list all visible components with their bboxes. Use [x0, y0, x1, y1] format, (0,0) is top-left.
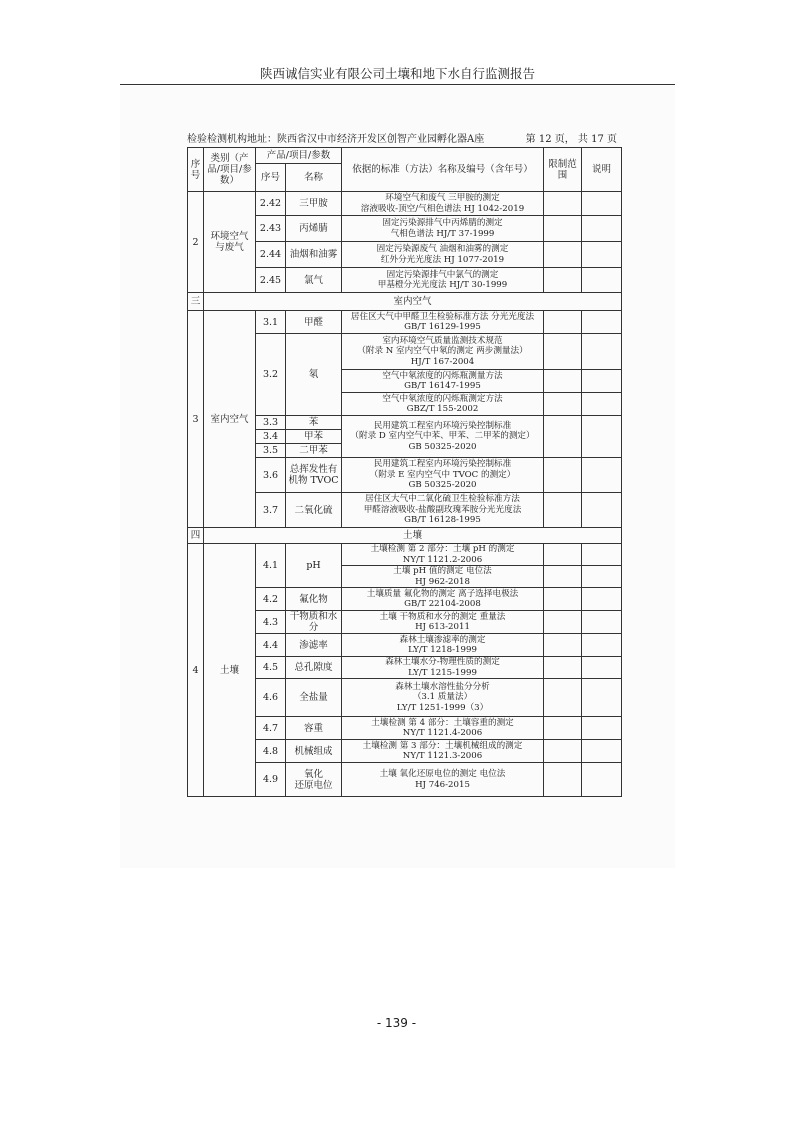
- item-no: 4.7: [256, 717, 286, 740]
- item-note: [582, 493, 622, 528]
- item-note: [582, 740, 622, 763]
- item-no: 4.1: [256, 544, 286, 588]
- item-name: 氟化物: [286, 588, 342, 611]
- item-standard: 森林土壤水分-物理性质的测定 LY/T 1215-1999: [342, 657, 544, 679]
- page-header: 陕西诚信实业有限公司土壤和地下水自行监测报告: [259, 66, 535, 81]
- section-no: 3: [188, 311, 204, 528]
- item-standard: 土壤检测 第 2 部分：土壤 pH 的测定 NY/T 1121.2-2006: [342, 544, 544, 566]
- item-limit: [544, 370, 582, 393]
- item-name: 二氧化硫: [286, 493, 342, 528]
- item-standard: 居住区大气中甲醛卫生检验标准方法 分光光度法 GB/T 16129-1995: [342, 311, 544, 334]
- item-no: 2.43: [256, 216, 286, 242]
- item-standard: 民用建筑工程室内环境污染控制标准 （附录 D 室内空气中苯、甲苯、二甲苯的测定） GB 50325-2020: [342, 416, 544, 458]
- item-limit: [544, 717, 582, 740]
- item-name: 油烟和油雾: [286, 242, 342, 268]
- table-header-row: [188, 148, 622, 164]
- item-note: [582, 216, 622, 242]
- item-no: 4.9: [256, 763, 286, 797]
- item-limit: [544, 588, 582, 611]
- item-no: 3.4: [256, 430, 286, 444]
- item-standard: 室内环境空气质量监测技术规范 （附录 N 室内空气中氡的测定 两步测量法） HJ/T 167-2004: [342, 334, 544, 370]
- item-limit: [544, 566, 582, 588]
- item-no: 2.45: [256, 268, 286, 293]
- item-name: 三甲胺: [286, 192, 342, 216]
- item-name: 甲醛: [286, 311, 342, 334]
- item-no: 3.3: [256, 416, 286, 430]
- item-name: 全盐量: [286, 679, 342, 717]
- item-limit: [544, 657, 582, 679]
- item-name: 总孔隙度: [286, 657, 342, 679]
- section-title: 室内空气: [204, 293, 622, 311]
- item-limit: [544, 393, 582, 416]
- item-standard: 空气中氡浓度的闪烁瓶测定方法 GBZ/T 155-2002: [342, 393, 544, 416]
- item-note: [582, 458, 622, 493]
- item-note: [582, 717, 622, 740]
- item-no: 4.2: [256, 588, 286, 611]
- item-no: 3.2: [256, 334, 286, 416]
- item-standard: 空气中氡浓度的闪烁瓶测量方法 GB/T 16147-1995: [342, 370, 544, 393]
- item-note: [582, 334, 622, 370]
- item-no: 4.5: [256, 657, 286, 679]
- item-name: 氧化 还原电位: [286, 763, 342, 797]
- section-name: 室内空气: [204, 311, 256, 528]
- item-name: 丙烯腈: [286, 216, 342, 242]
- item-no: 3.7: [256, 493, 286, 528]
- section-title-row: [188, 528, 622, 544]
- item-limit: [544, 192, 582, 216]
- item-limit: [544, 611, 582, 634]
- table-row: [188, 192, 622, 216]
- item-note: [582, 192, 622, 216]
- item-note: [582, 588, 622, 611]
- item-limit: [544, 679, 582, 717]
- scope-table: [187, 147, 622, 797]
- item-standard: 森林土壤渗滤率的测定 LY/T 1218-1999: [342, 634, 544, 657]
- item-standard: 土壤检测 第 3 部分：土壤机械组成的测定 NY/T 1121.3-2006: [342, 740, 544, 763]
- header-standard: 依据的标准（方法）名称及编号（含年号）: [342, 148, 544, 192]
- section-name: 土壤: [204, 544, 256, 797]
- item-note: [582, 657, 622, 679]
- item-standard: 固定污染源排气中氯气的测定 甲基橙分光光度法 HJ/T 30-1999: [342, 268, 544, 293]
- item-standard: 居住区大气中二氧化硫卫生检验标准方法 甲醛溶液吸收-盐酸副玫瑰苯胺分光光度法 GB/T 16128-1995: [342, 493, 544, 528]
- item-limit: [544, 493, 582, 528]
- item-limit: [544, 311, 582, 334]
- item-name: 渗滤率: [286, 634, 342, 657]
- item-limit: [544, 740, 582, 763]
- item-limit: [544, 216, 582, 242]
- item-note: [582, 370, 622, 393]
- section-title-no: 四: [188, 528, 204, 544]
- item-limit: [544, 416, 582, 458]
- item-limit: [544, 268, 582, 293]
- item-limit: [544, 634, 582, 657]
- item-name: pH: [286, 544, 342, 588]
- item-standard: 土壤质量 氟化物的测定 离子选择电极法 GB/T 22104-2008: [342, 588, 544, 611]
- item-standard: 土壤 干物质和水分的测定 重量法 HJ 613-2011: [342, 611, 544, 634]
- section-title: 土壤: [204, 528, 622, 544]
- item-no: 4.6: [256, 679, 286, 717]
- page-number: - 139 -: [376, 1016, 417, 1030]
- lab-address: 检验检测机构地址：陕西省汉中市经济开发区创智产业园孵化器A座: [187, 134, 485, 145]
- section-name: 环境空气与废气: [204, 192, 256, 293]
- item-no: 3.1: [256, 311, 286, 334]
- item-limit: [544, 458, 582, 493]
- item-limit: [544, 242, 582, 268]
- item-note: [582, 416, 622, 458]
- item-name: 干物质和水分: [286, 611, 342, 634]
- header-note: 说明: [582, 148, 622, 192]
- header-limit: 限制范围: [544, 148, 582, 192]
- item-standard: 环境空气和废气 三甲胺的测定 溶液吸收-顶空/气相色谱法 HJ 1042-2019: [342, 192, 544, 216]
- page-indicator: 第 12 页， 共 17 页: [525, 134, 617, 145]
- header-rule: [120, 84, 675, 85]
- item-name: 机械组成: [286, 740, 342, 763]
- item-note: [582, 634, 622, 657]
- item-limit: [544, 334, 582, 370]
- item-name: 二甲苯: [286, 444, 342, 458]
- item-standard: 固定污染源废气 油烟和油雾的测定 红外分光光度法 HJ 1077-2019: [342, 242, 544, 268]
- table-row: [188, 544, 622, 566]
- header-category: 类别（产品/项目/参数）: [204, 148, 256, 192]
- item-note: [582, 242, 622, 268]
- item-note: [582, 566, 622, 588]
- item-standard: 土壤 氧化还原电位的测定 电位法 HJ 746-2015: [342, 763, 544, 797]
- item-note: [582, 679, 622, 717]
- item-note: [582, 311, 622, 334]
- item-no: 2.44: [256, 242, 286, 268]
- item-no: 3.6: [256, 458, 286, 493]
- item-standard: 固定污染源排气中丙烯腈的测定 气相色谱法 HJ/T 37-1999: [342, 216, 544, 242]
- item-standard: 森林土壤水溶性盐分分析 （3.1 质量法） LY/T 1251-1999（3）: [342, 679, 544, 717]
- item-no: 4.3: [256, 611, 286, 634]
- item-note: [582, 763, 622, 797]
- item-name: 苯: [286, 416, 342, 430]
- item-no: 4.4: [256, 634, 286, 657]
- item-name: 氡: [286, 334, 342, 416]
- item-note: [582, 611, 622, 634]
- section-title-row: [188, 293, 622, 311]
- header-name: 名称: [286, 164, 342, 192]
- item-standard: 民用建筑工程室内环境污染控制标准 （附录 E 室内空气中 TVOC 的测定） GB 50325-2020: [342, 458, 544, 493]
- item-no: 2.42: [256, 192, 286, 216]
- item-note: [582, 544, 622, 566]
- item-standard: 土壤检测 第 4 部分：土壤容重的测定 NY/T 1121.4-2006: [342, 717, 544, 740]
- section-no: 4: [188, 544, 204, 797]
- item-limit: [544, 544, 582, 566]
- item-standard: 土壤 pH 值的测定 电位法 HJ 962-2018: [342, 566, 544, 588]
- item-note: [582, 268, 622, 293]
- item-limit: [544, 763, 582, 797]
- item-name: 甲苯: [286, 430, 342, 444]
- header-sub-seq: 序号: [256, 164, 286, 192]
- section-title-no: 三: [188, 293, 204, 311]
- item-name: 氯气: [286, 268, 342, 293]
- table-row: [188, 311, 622, 334]
- item-name: 总挥发性有机物 TVOC: [286, 458, 342, 493]
- item-name: 容重: [286, 717, 342, 740]
- header-seq: 序号: [188, 148, 204, 192]
- item-no: 4.8: [256, 740, 286, 763]
- item-note: [582, 393, 622, 416]
- section-no: 2: [188, 192, 204, 293]
- item-no: 3.5: [256, 444, 286, 458]
- header-product-group: 产品/项目/参数: [256, 148, 342, 164]
